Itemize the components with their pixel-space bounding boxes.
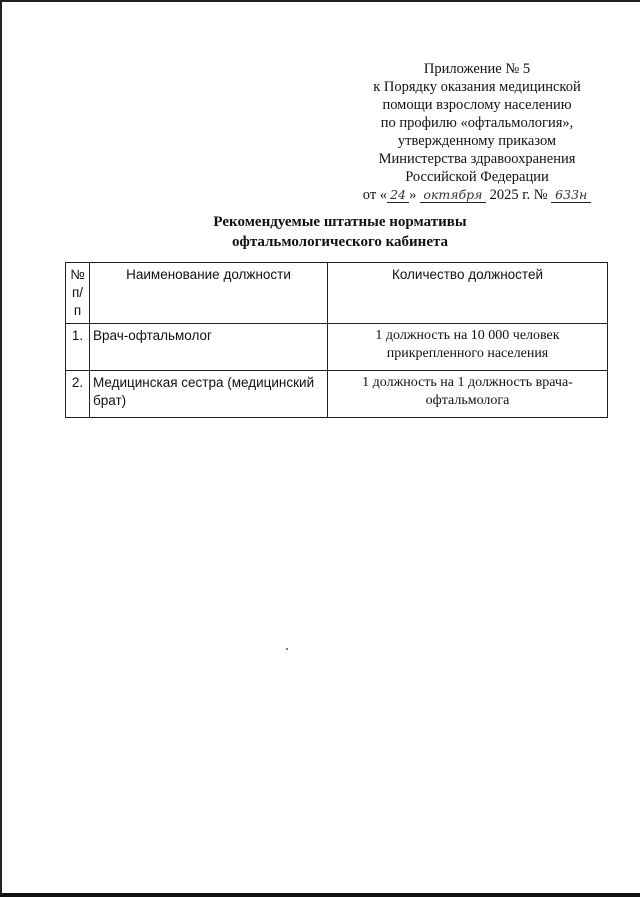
table-row (66, 371, 608, 418)
position-quantity: 1 должность на 10 000 человек прикрепленного населения (328, 324, 608, 371)
header-position: Наименование должности (90, 263, 328, 324)
position-name: Врач-офтальмолог (90, 324, 328, 371)
annex-line: к Порядку оказания медицинской (373, 79, 581, 95)
handwritten-day: 24 (387, 188, 409, 203)
order-date-line (352, 186, 602, 204)
title-line: Рекомендуемые штатные нормативы (213, 214, 467, 230)
annex-line: Министерства здравоохранения (378, 151, 576, 167)
annex-number: Приложение № 5 (423, 61, 531, 77)
table-header-row (66, 263, 608, 324)
annex-line: помощи взрослому населению (382, 97, 572, 113)
date-prefix: от « (362, 187, 388, 203)
scan-border-left (0, 0, 2, 897)
scan-border-top (0, 0, 640, 2)
row-number: 2. (66, 371, 90, 418)
row-number: 1. (66, 324, 90, 371)
table-row (66, 324, 608, 371)
header-quantity: Количество должностей (328, 263, 608, 324)
annex-header (352, 60, 602, 204)
staffing-table (65, 262, 608, 418)
annex-line: утвержденному приказом (397, 133, 557, 149)
handwritten-month: октября (420, 188, 486, 203)
title-line: офтальмологического кабинета (231, 234, 449, 250)
handwritten-order-number: 633н (551, 188, 591, 203)
position-name: Медицинская сестра (медицинский брат) (90, 371, 328, 418)
header-num: № п/п (66, 263, 90, 324)
scan-speck (286, 648, 288, 650)
date-mid: » (409, 187, 417, 203)
scan-border-bottom (0, 893, 640, 897)
annex-line: по профилю «офтальмология», (380, 115, 574, 131)
position-quantity: 1 должность на 1 должность врача-офтальмолога (328, 371, 608, 418)
date-year: 2025 г. № (489, 187, 548, 203)
document-title (140, 212, 540, 252)
annex-line: Российской Федерации (405, 169, 549, 185)
